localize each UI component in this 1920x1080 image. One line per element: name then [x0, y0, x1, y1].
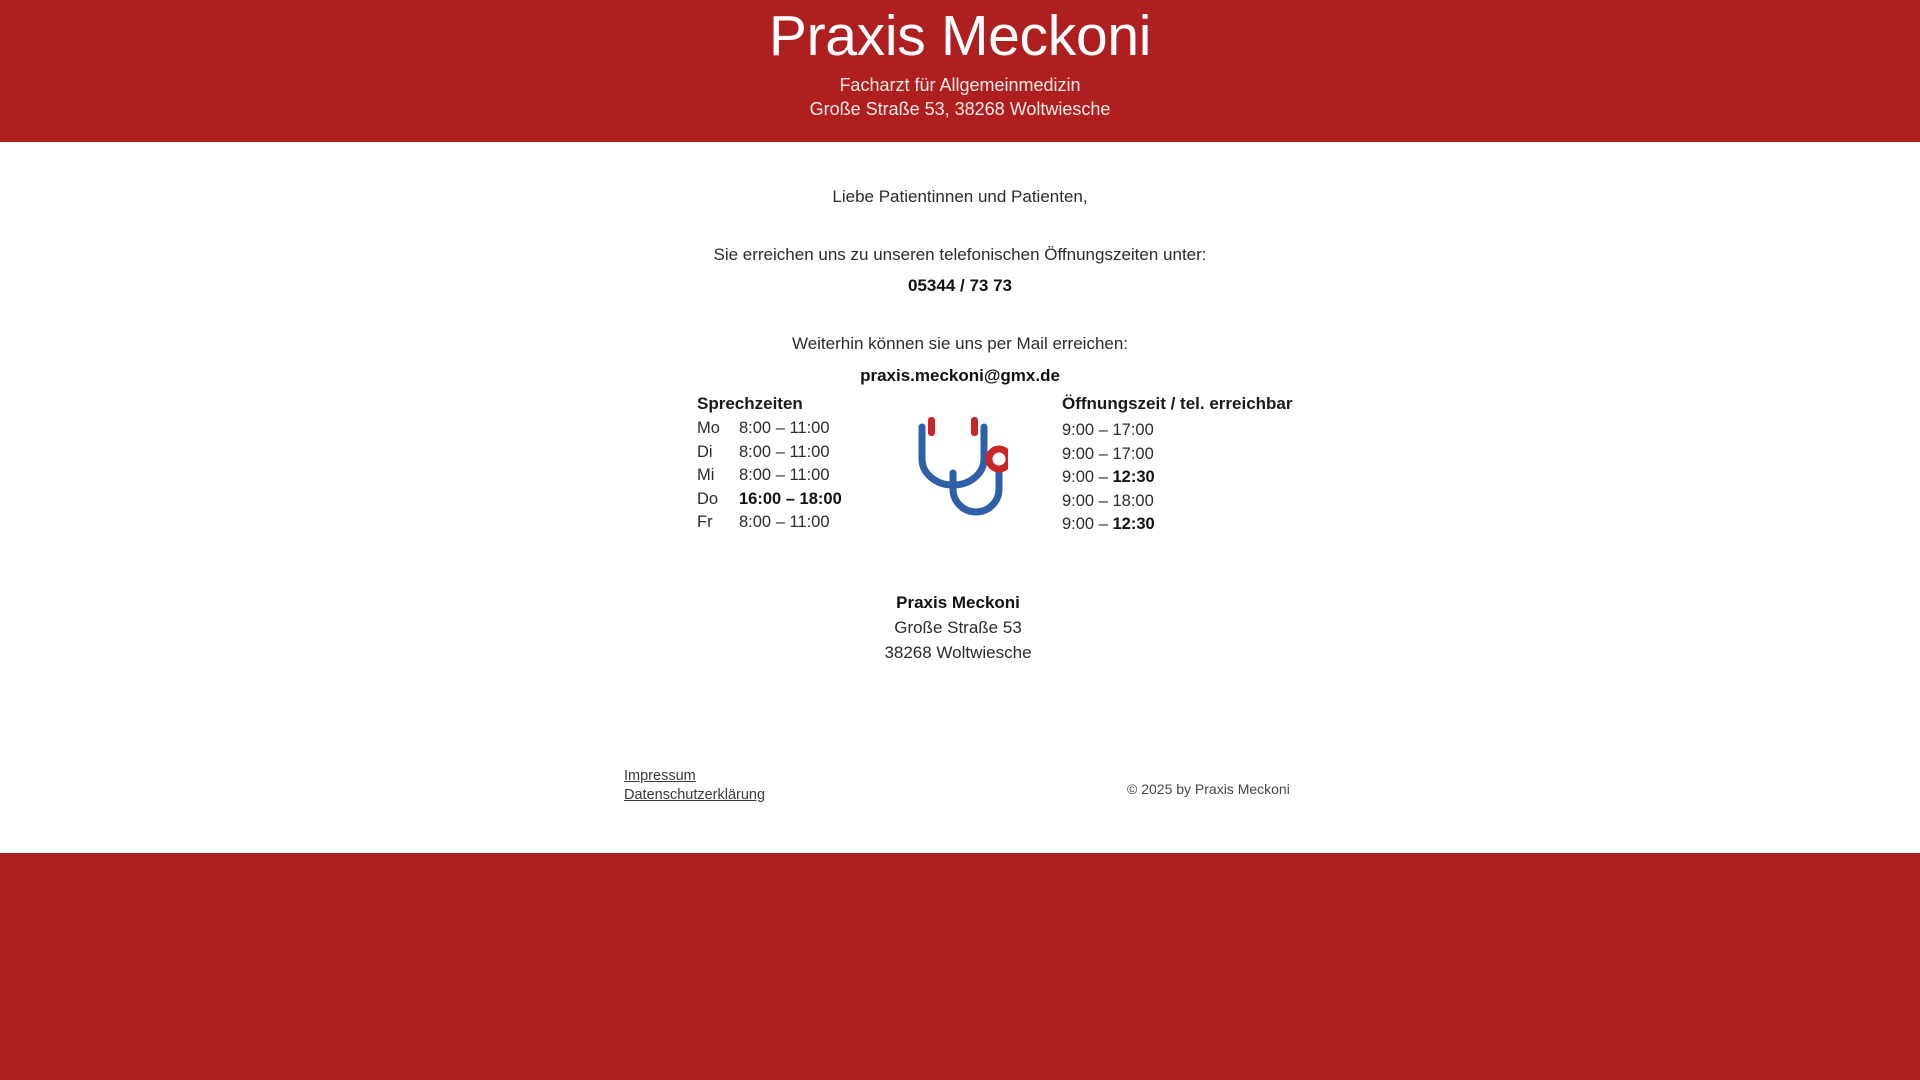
oeffnungszeit-end: 12:30: [1112, 468, 1155, 487]
site-header-address: Große Straße 53, 38268 Woltwiesche: [809, 98, 1111, 119]
sprechzeiten-heading: Sprechzeiten: [697, 394, 803, 413]
mail-intro-text: Weiterhin können sie uns per Mail erreichen:: [791, 334, 1129, 354]
sprechzeiten-day: Mi: [697, 466, 715, 485]
intro-section: [0, 142, 1920, 389]
oeffnungszeit-row: [1062, 443, 1322, 467]
oeffnungszeit-heading: Öffnungszeit / tel. erreichbar: [1062, 394, 1293, 413]
sprechzeiten-row: [697, 513, 867, 537]
mail-block: [0, 331, 1920, 389]
oeffnungszeit-column: [1062, 395, 1322, 537]
practice-city: 38268 Woltwiesche: [884, 642, 1032, 662]
practice-name: Praxis Meckoni: [896, 593, 1020, 612]
site-title: Praxis Meckoni: [768, 4, 1152, 68]
oeffnungszeit-end: 18:00: [1112, 491, 1154, 510]
oeffnungszeit-row: [1062, 490, 1322, 514]
phone-block: [0, 242, 1920, 300]
site-subtitle: Facharzt für Allgemeinmedizin: [839, 75, 1081, 95]
phone-intro-text: Sie erreichen uns zu unseren telefonischen Öffnungszeiten unter:: [713, 244, 1207, 264]
sprechzeiten-time: 8:00 – 11:00: [739, 419, 830, 437]
sprechzeiten-row: [697, 443, 867, 467]
email-address[interactable]: praxis.meckoni@gmx.de: [860, 365, 1060, 385]
footer-links: [624, 767, 765, 805]
page-footer: [0, 767, 1920, 853]
main-content: [0, 142, 1920, 853]
site-header: [0, 0, 1920, 142]
oeffnungszeit-row: [1062, 513, 1322, 537]
sprechzeiten-time: 16:00 – 18:00: [739, 489, 842, 508]
sprechzeiten-row: [697, 466, 867, 490]
copyright-text: © 2025 by Praxis Meckoni: [1127, 781, 1290, 797]
sprechzeiten-day: Fr: [697, 513, 713, 532]
hours-section: [0, 395, 1920, 545]
oeffnungszeit-start: 9:00 –: [1062, 421, 1113, 439]
sprechzeiten-row: [697, 490, 867, 514]
oeffnungszeit-start: 9:00 –: [1062, 444, 1113, 463]
intro-greeting: Liebe Patientinnen und Patienten,: [832, 187, 1088, 206]
stethoscope-icon: [898, 407, 1008, 527]
oeffnungszeit-row: [1062, 466, 1322, 490]
sprechzeiten-time: 8:00 – 11:00: [739, 466, 830, 485]
phone-number[interactable]: 05344 / 73 73: [908, 276, 1012, 295]
oeffnungszeit-end: 12:30: [1112, 515, 1155, 534]
sprechzeiten-row: [697, 419, 867, 443]
sprechzeiten-time: 8:00 – 11:00: [739, 513, 830, 532]
oeffnungszeit-start: 9:00 –: [1062, 515, 1113, 534]
sprechzeiten-time: 8:00 – 11:00: [739, 442, 830, 461]
oeffnungszeit-end: 17:00: [1112, 444, 1154, 463]
sprechzeiten-day: Mo: [697, 419, 720, 437]
oeffnungszeit-start: 9:00 –: [1062, 491, 1113, 510]
practice-address-block: [0, 591, 1920, 666]
oeffnungszeit-row: [1062, 419, 1322, 443]
link-impressum[interactable]: Impressum: [624, 768, 696, 784]
oeffnungszeit-start: 9:00 –: [1062, 468, 1113, 487]
link-datenschutzerklaerung[interactable]: Datenschutzerklärung: [624, 787, 766, 804]
sprechzeiten-column: [697, 395, 867, 537]
sprechzeiten-day: Do: [697, 489, 719, 508]
practice-street: Große Straße 53: [894, 617, 1022, 637]
sprechzeiten-day: Di: [697, 442, 713, 461]
oeffnungszeit-end: 17:00: [1112, 421, 1154, 439]
footer-color-band: [0, 853, 1920, 1080]
